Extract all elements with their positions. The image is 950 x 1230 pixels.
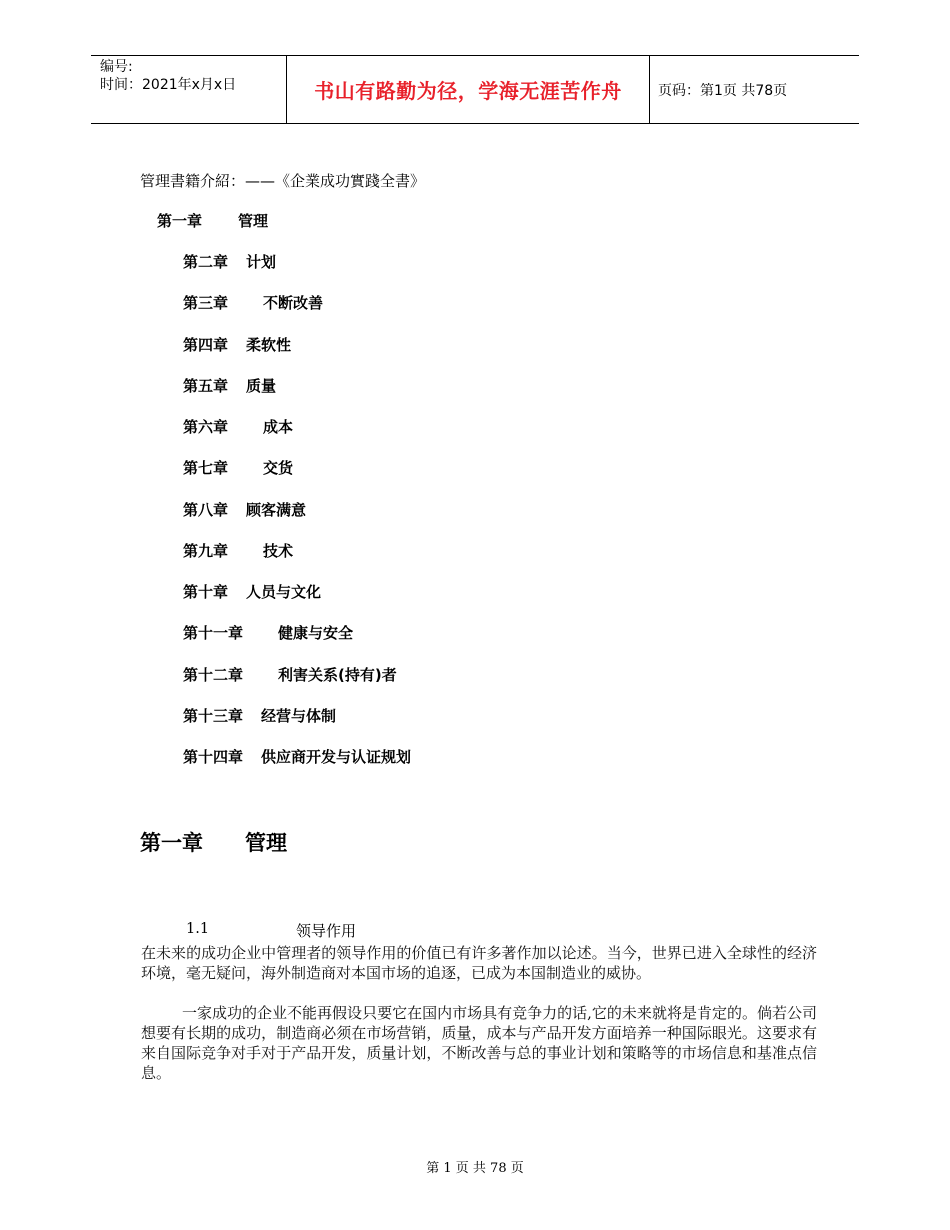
toc-chapter: 第六章: [183, 418, 229, 436]
document-number-label: 编号:: [100, 59, 133, 75]
toc-item: [183, 416, 293, 437]
toc-title: 计划: [246, 253, 277, 271]
toc-item: [183, 292, 323, 313]
toc-chapter: 第八章: [183, 501, 229, 519]
toc-chapter: 第十二章: [183, 666, 244, 684]
toc-title: 经营与体制: [261, 707, 337, 725]
toc-chapter: 第二章: [183, 253, 229, 271]
toc-item: [183, 581, 321, 602]
toc-item: [183, 540, 293, 561]
chapter-heading-number: 第一章: [140, 831, 203, 855]
toc-title: 利害关系(持有)者: [278, 666, 397, 684]
document-time-label: 时间：2021年x月x日: [100, 77, 237, 93]
toc-item: [183, 457, 293, 478]
header-motto: 书山有路勤为径，学海无涯苦作舟: [314, 79, 622, 103]
toc-chapter: 第四章: [183, 336, 229, 354]
header-meta-cell: [91, 56, 287, 123]
toc-chapter: 第一章: [157, 212, 203, 230]
toc-title: 柔软性: [246, 336, 292, 354]
section-number: 1.1: [186, 921, 210, 937]
toc-title: 管理: [238, 212, 269, 230]
toc-item: [183, 375, 276, 396]
toc-title: 交货: [263, 459, 294, 477]
toc-title: 人员与文化: [246, 583, 322, 601]
toc-chapter: 第九章: [183, 542, 229, 560]
toc-item: [183, 499, 306, 520]
header-page-info: 页码：第1页 共78页: [658, 82, 788, 99]
body-paragraph: 在未来的成功企业中管理者的领导作用的价值已有许多著作加以论述。当今，世界已进入全球性的经济环境，毫无疑问，海外制造商对本国市场的追逐，已成为本国制造业的威协。: [141, 944, 817, 982]
toc-chapter: 第十四章: [183, 748, 244, 766]
header-page-cell: [650, 56, 859, 123]
document-header: [91, 55, 859, 124]
toc-item: [157, 210, 268, 231]
toc-chapter: 第十三章: [183, 707, 244, 725]
toc-item: [183, 746, 411, 767]
toc-title: 质量: [246, 377, 277, 395]
toc-chapter: 第三章: [183, 294, 229, 312]
toc-title: 供应商开发与认证规划: [261, 748, 412, 766]
toc-title: 不断改善: [263, 294, 324, 312]
toc-title: 顾客满意: [246, 501, 307, 519]
chapter-heading: [140, 827, 287, 857]
toc-chapter: 第十一章: [183, 624, 244, 642]
chapter-heading-title: 管理: [245, 831, 287, 855]
toc-chapter: 第五章: [183, 377, 229, 395]
page-footer: 第 1 页 共 78 页: [426, 1161, 524, 1176]
toc-title: 健康与安全: [278, 624, 354, 642]
toc-item: [183, 664, 397, 685]
body-paragraph: 一家成功的企业不能再假设只要它在国内市场具有竞争力的话,它的未来就将是肯定的。倘若公司想要有长期的成功，制造商必须在市场营销，质量，成本与产品开发方面培养一种国际眼光。这要求有来自国际竞争对手对于产品开发，质量计划，不断改善与总的事业计划和策略等的市场信息和基准点信息。: [141, 1004, 817, 1082]
section-title: 领导作用: [296, 922, 357, 940]
toc-item: [183, 251, 276, 272]
toc-title: 成本: [263, 418, 294, 436]
toc-chapter: 第十章: [183, 583, 229, 601]
book-intro: 管理書籍介紹：——《企業成功實踐全書》: [140, 172, 426, 190]
header-motto-cell: [287, 56, 650, 123]
toc-title: 技术: [263, 542, 294, 560]
toc-item: [183, 705, 336, 726]
toc-chapter: 第七章: [183, 459, 229, 477]
toc-item: [183, 334, 291, 355]
toc-item: [183, 622, 353, 643]
